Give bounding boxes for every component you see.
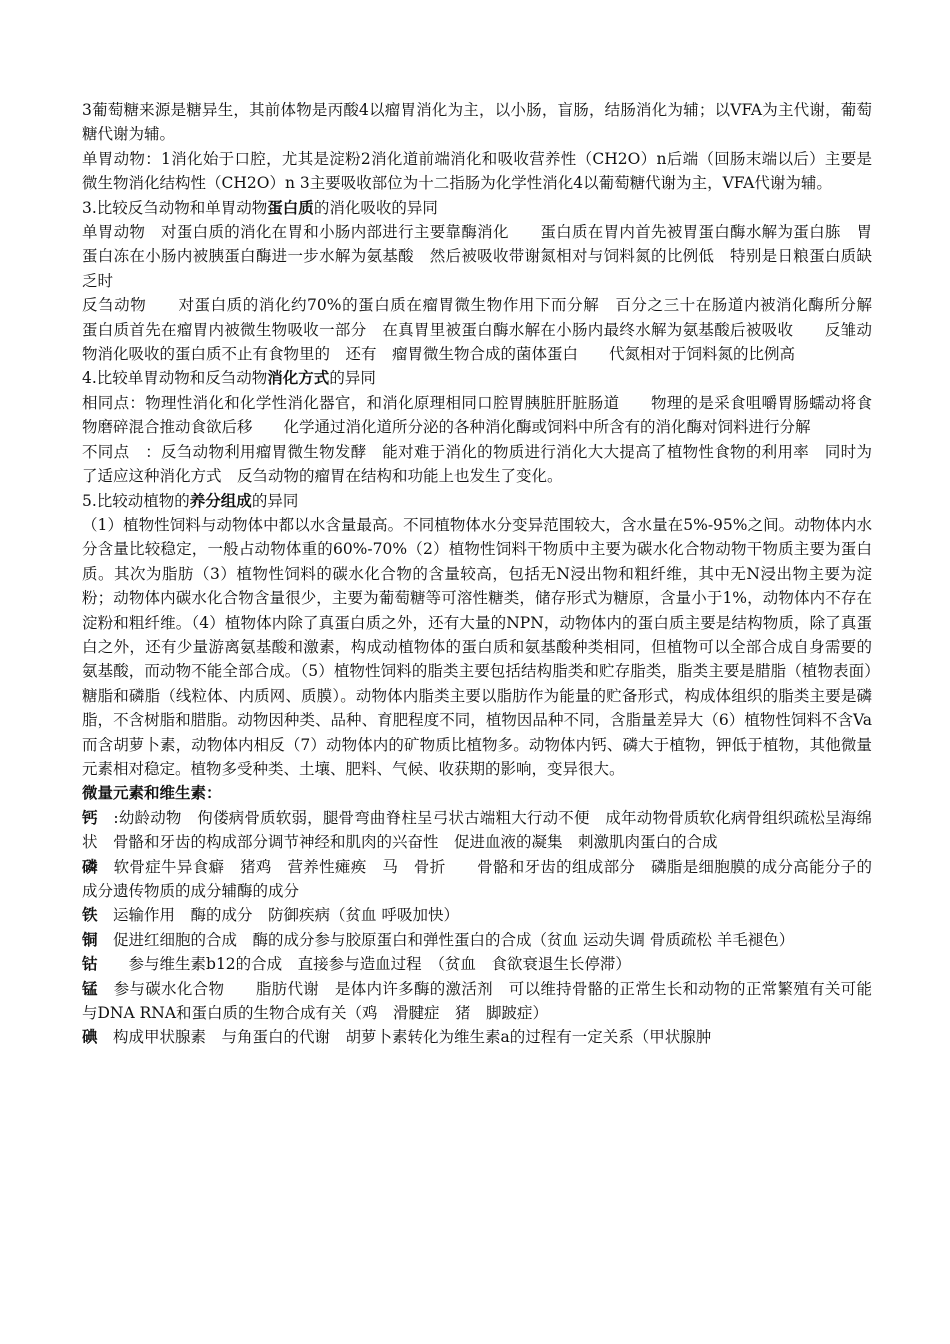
- element-iodine: [82, 1025, 872, 1049]
- element-manganese: [82, 977, 872, 1026]
- heading-trace-elements: [82, 781, 872, 805]
- element-calcium: [82, 806, 872, 855]
- heading-suffix: 的异同: [329, 369, 376, 388]
- heading-protein-comparison: [82, 196, 872, 220]
- heading-prefix: 4.比较单胃动物和反刍动物: [82, 369, 268, 388]
- paragraph-nutrient-composition: （1）植物性饲料与动物体中都以水含量最高。不同植物体水分变异范围较大，含水量在5%-95%之间。动物体内水分含量比较稳定，一般占动物体重的60%-70%（2）植物性饲料干物质中主要为碳水化合物动物干物质主要为蛋白质。其次为脂肪（3）植物性饲料的碳水化合物的含量较高，包括无N浸出物和粗纤维，其中无N浸出物主要为淀粉；动物体内碳水化合物含量很少，主要为葡萄糖等可溶性糖类，储存形式为糖原，含量小于1%，动物体内不存在淀粉和粗纤维。（4）植物体内除了真蛋白质之外，还有大量的NPN，动物体内的蛋白质主要是结构物质，除了真蛋白之外，还有少量游离氨基酸和激素，构成动植物体的蛋白质和氨基酸种类相同，但植物可以全部合成自身需要的氨基酸，而动物不能全部合成。（5）植物性饲料的脂类主要包括结构脂类和贮存脂类，脂类主要是腊脂（植物表面）糖脂和磷脂（线粒体、内质网、质膜）。动物体内脂类主要以脂肪作为能量的贮备形式，构成体组织的脂类主要是磷脂，不含树脂和腊脂。动物因种类、品种、育肥程度不同，植物因品种不同，含脂量差异大（6）植物性饲料不含Va而含胡萝卜素，动物体内相反（7）动物体内的矿物质比植物多。动物体内钙、磷大于植物，钾低于植物，其他微量元素相对稳定。植物多受种类、土壤、肥料、气候、收获期的影响，变异很大。: [82, 515, 872, 778]
- element-label: 磷: [82, 856, 98, 876]
- element-description: 参与碳水化合物 脂肪代谢 是体内许多酶的激活剂 可以维持骨骼的正常生长和动物的正常繁殖有关可能与DNA RNA和蛋白质的生物合成有关（鸡 滑腱症 猪 脚跛症）: [82, 979, 872, 1023]
- paragraph-monogastric-digestion: 单胃动物：1消化始于口腔，尤其是淀粉2消化道前端消化和吸收营养性（CH2O）n后端（回肠末端以后）主要是微生物消化结构性（CH2O）n 3主要吸收部位为十二指肠为化学性消化4以葡萄糖代谢为主，VFA代谢为辅。: [82, 149, 872, 193]
- heading-suffix: 的消化吸收的异同: [313, 198, 438, 217]
- paragraph-ruminant-protein: 反刍动物 对蛋白质的消化约70%的蛋白质在瘤胃微生物作用下而分解 百分之三十在肠道内被消化酶所分解 蛋白质首先在瘤胃内被微生物吸收一部分 在真胃里被蛋白酶水解在小肠内最终水解为氨基酸后被吸收 反雏动物消化吸收的蛋白质不止有食物里的 还有 瘤胃微生物合成的菌体蛋白 代氮相对于饲料氮的比例高: [82, 296, 919, 364]
- document-page: [82, 98, 919, 1050]
- paragraph-differences: 不同点 ：反刍动物利用瘤胃微生物发酵 能对难于消化的物质进行消化大大提高了植物性食物的利用率 同时为了适应这种消化方式 反刍动物的瘤胃在结构和功能上也发生了变化。: [82, 442, 872, 486]
- paragraph-monogastric-protein: 单胃动物 对蛋白质的消化在胃和小肠内部进行主要靠酶消化 蛋白质在胃内首先被胃蛋白酶水解为蛋白胨 胃蛋白冻在小肠内被胰蛋白酶进一步水解为氨基酸 然后被吸收带谢氮相对与饲料氮的比例低 特别是日粮蛋白质缺乏时: [82, 223, 872, 290]
- element-description: 运输作用 酶的成分 防御疾病（贫血 呼吸加快）: [97, 906, 459, 925]
- heading-digestion-method: [82, 366, 872, 390]
- element-description: 促进红细胞的合成 酶的成分参与胶原蛋白和弹性蛋白的合成（贫血 运动失调 骨质疏松 羊毛褪色）: [97, 930, 795, 949]
- heading-prefix: 3.比较反刍动物和单胃动物: [82, 198, 268, 217]
- element-label: 铁: [82, 905, 98, 925]
- element-iron: [82, 903, 872, 927]
- heading-keyword: 养分组成: [189, 490, 252, 510]
- element-description: 构成甲状腺素 与角蛋白的代谢 胡萝卜素转化为维生素a的过程有一定关系（甲状腺肿: [97, 1028, 712, 1047]
- element-cobalt: [82, 952, 872, 976]
- element-phosphorus: [82, 855, 872, 904]
- heading-suffix: 的异同: [251, 491, 299, 510]
- element-description: 参与维生素b12的合成 直接参与造血过程 （贫血 食欲衰退生长停滞）: [97, 955, 631, 974]
- heading-keyword: 消化方式: [267, 368, 330, 388]
- element-description: 软骨症牛异食癖 猪鸡 营养性瘫痪 马 骨折 骨骼和牙齿的组成部分 磷脂是细胞膜的成分高能分子的成分遗传物质的成分辅酶的成分: [82, 857, 872, 900]
- paragraph-ruminant-digestion: 3葡萄糖来源是糖异生，其前体物是丙酸4以瘤胃消化为主，以小肠，盲肠，结肠消化为辅；以VFA为主代谢，葡萄糖代谢为辅。: [82, 101, 872, 144]
- element-label: 铜: [82, 929, 98, 949]
- heading-nutrient-composition: [82, 489, 872, 513]
- element-label: 锰: [82, 978, 98, 998]
- element-label: 碘: [82, 1027, 98, 1047]
- element-description: :幼龄动物 佝偻病骨质软弱，腿骨弯曲脊柱呈弓状古端粗大行动不便 成年动物骨质软化病骨组织疏松呈海绵状 骨骼和牙齿的构成部分调节神经和肌肉的兴奋性 促进血液的凝集 刺激肌肉蛋白的合成: [82, 808, 872, 852]
- element-label: 钴: [82, 954, 98, 974]
- element-label: 钙: [82, 807, 98, 827]
- paragraph-similarities: 相同点：物理性消化和化学性消化器官，和消化原理相同口腔胃胰脏肝脏肠道 物理的是采食咀嚼胃肠蠕动将食物磨碎混合推动食欲后移 化学通过消化道所分泌的各种消化酶或饲料中所含有的消化酶对饲料进行分解: [82, 393, 872, 437]
- heading-keyword: 微量元素和维生素：: [82, 783, 222, 803]
- heading-prefix: 5.比较动植物的: [82, 491, 190, 510]
- element-copper: [82, 928, 872, 952]
- heading-keyword: 蛋白质: [267, 197, 314, 217]
